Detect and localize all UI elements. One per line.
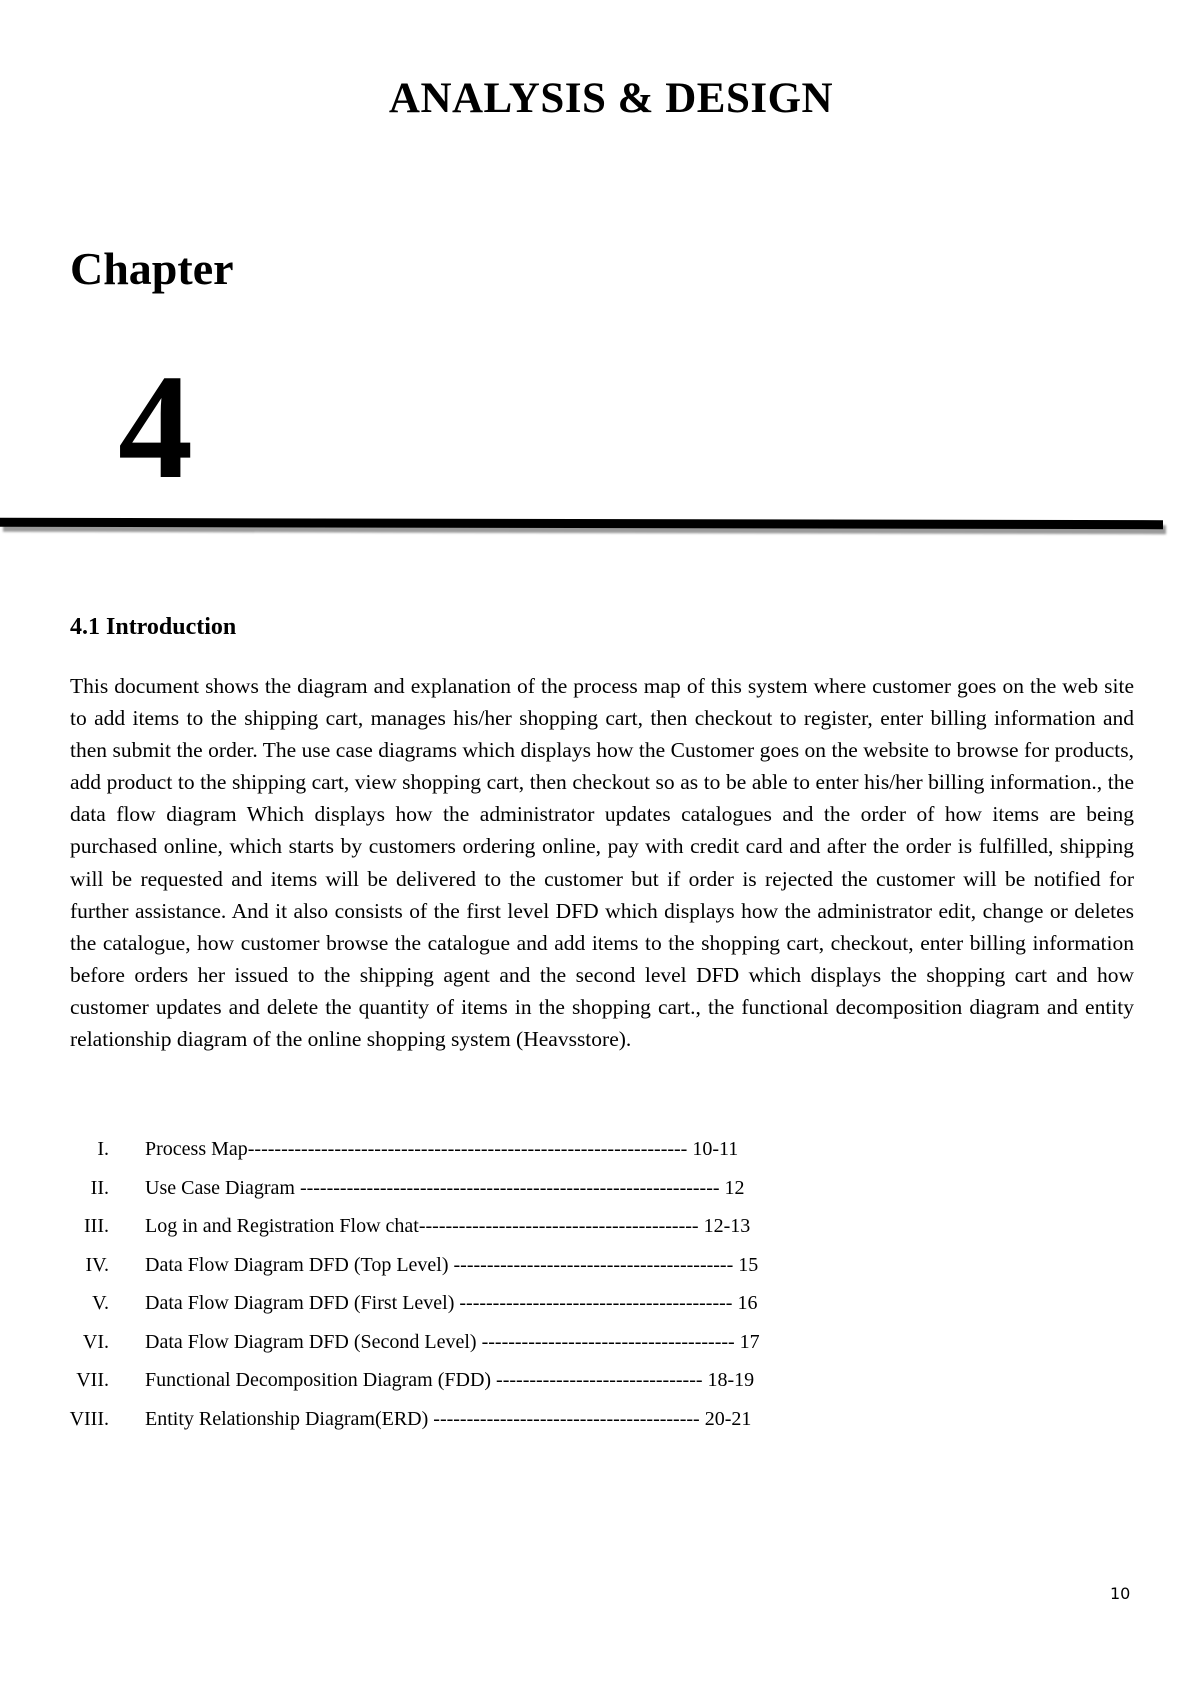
toc-item-numeral: VI.: [82, 1330, 109, 1353]
toc-item-text: Use Case Diagram --------------------------------------------------------------- 12: [145, 1176, 745, 1199]
toc-item-numeral: I.: [97, 1138, 109, 1160]
section-heading: 4.1 Introduction: [70, 614, 237, 640]
toc-item-numeral: IV.: [85, 1253, 109, 1276]
chapter-divider: [0, 518, 1163, 529]
toc-item-numeral: II.: [90, 1176, 109, 1199]
page-title: ANALYSIS & DESIGN: [388, 75, 834, 122]
toc-item: [50, 1138, 950, 1177]
chapter-number: 4: [118, 344, 193, 510]
chapter-label: Chapter: [70, 243, 234, 294]
toc-item: [50, 1254, 950, 1293]
toc-item-text: Entity Relationship Diagram(ERD) ---------------------------------------- 20-21: [145, 1407, 752, 1430]
toc-item-text: Data Flow Diagram DFD (Top Level) ------------------------------------------ 15: [145, 1253, 759, 1276]
toc-item: [50, 1215, 950, 1254]
toc-item-text: Log in and Registration Flow chat------------------------------------------ 12-13: [145, 1215, 751, 1237]
table-of-contents: [50, 1138, 950, 1446]
intro-paragraph: This document shows the diagram and explanation of the process map of this system where customer goes on the web site to add items to the shipping cart, manages his/her shopping cart, then checkout to register, enter billing information and then submit the order. The use case diagrams which displays how the Customer goes on the website to browse for products, add product to the shipping cart, view shopping cart, then checkout so as to be able to enter his/her billing information., the data flow diagram Which displays how the administrator updates catalogues and the order of how items are being purchased online, which starts by customers ordering online, pay with credit card and after the order is fulfilled, shipping will be requested and items will be delivered to the customer but if order is rejected the customer will be notified for further assistance. And it also consists of the first level DFD which displays how the administrator edit, change or deletes the catalogue, how customer browse the catalogue and add items to the shopping cart, checkout, enter billing information before orders her issued to the shipping agent and the second level DFD which displays the shopping cart and how customer updates and delete the quantity of items in the shopping cart., the functional decomposition diagram and entity relationship diagram of the online shopping system (Heavsstore).: [70, 674, 1134, 1052]
toc-item: [50, 1331, 950, 1370]
toc-item-text: Data Flow Diagram DFD (First Level) ----------------------------------------- 16: [145, 1292, 758, 1314]
toc-item-numeral: VII.: [76, 1369, 109, 1391]
toc-item: [50, 1408, 950, 1447]
toc-item-numeral: V.: [92, 1292, 109, 1314]
page-number: 10: [1110, 1584, 1131, 1603]
toc-item: [50, 1292, 950, 1331]
toc-item-numeral: VIII.: [69, 1407, 109, 1430]
toc-item-numeral: III.: [84, 1215, 109, 1237]
toc-item-text: Functional Decomposition Diagram (FDD) ------------------------------- 18-19: [145, 1369, 755, 1391]
toc-item-text: Data Flow Diagram DFD (Second Level) -------------------------------------- 17: [145, 1330, 760, 1353]
toc-item: [50, 1369, 950, 1408]
toc-item-text: Process Map------------------------------------------------------------------ 10-11: [145, 1138, 739, 1160]
toc-item: [50, 1177, 950, 1216]
